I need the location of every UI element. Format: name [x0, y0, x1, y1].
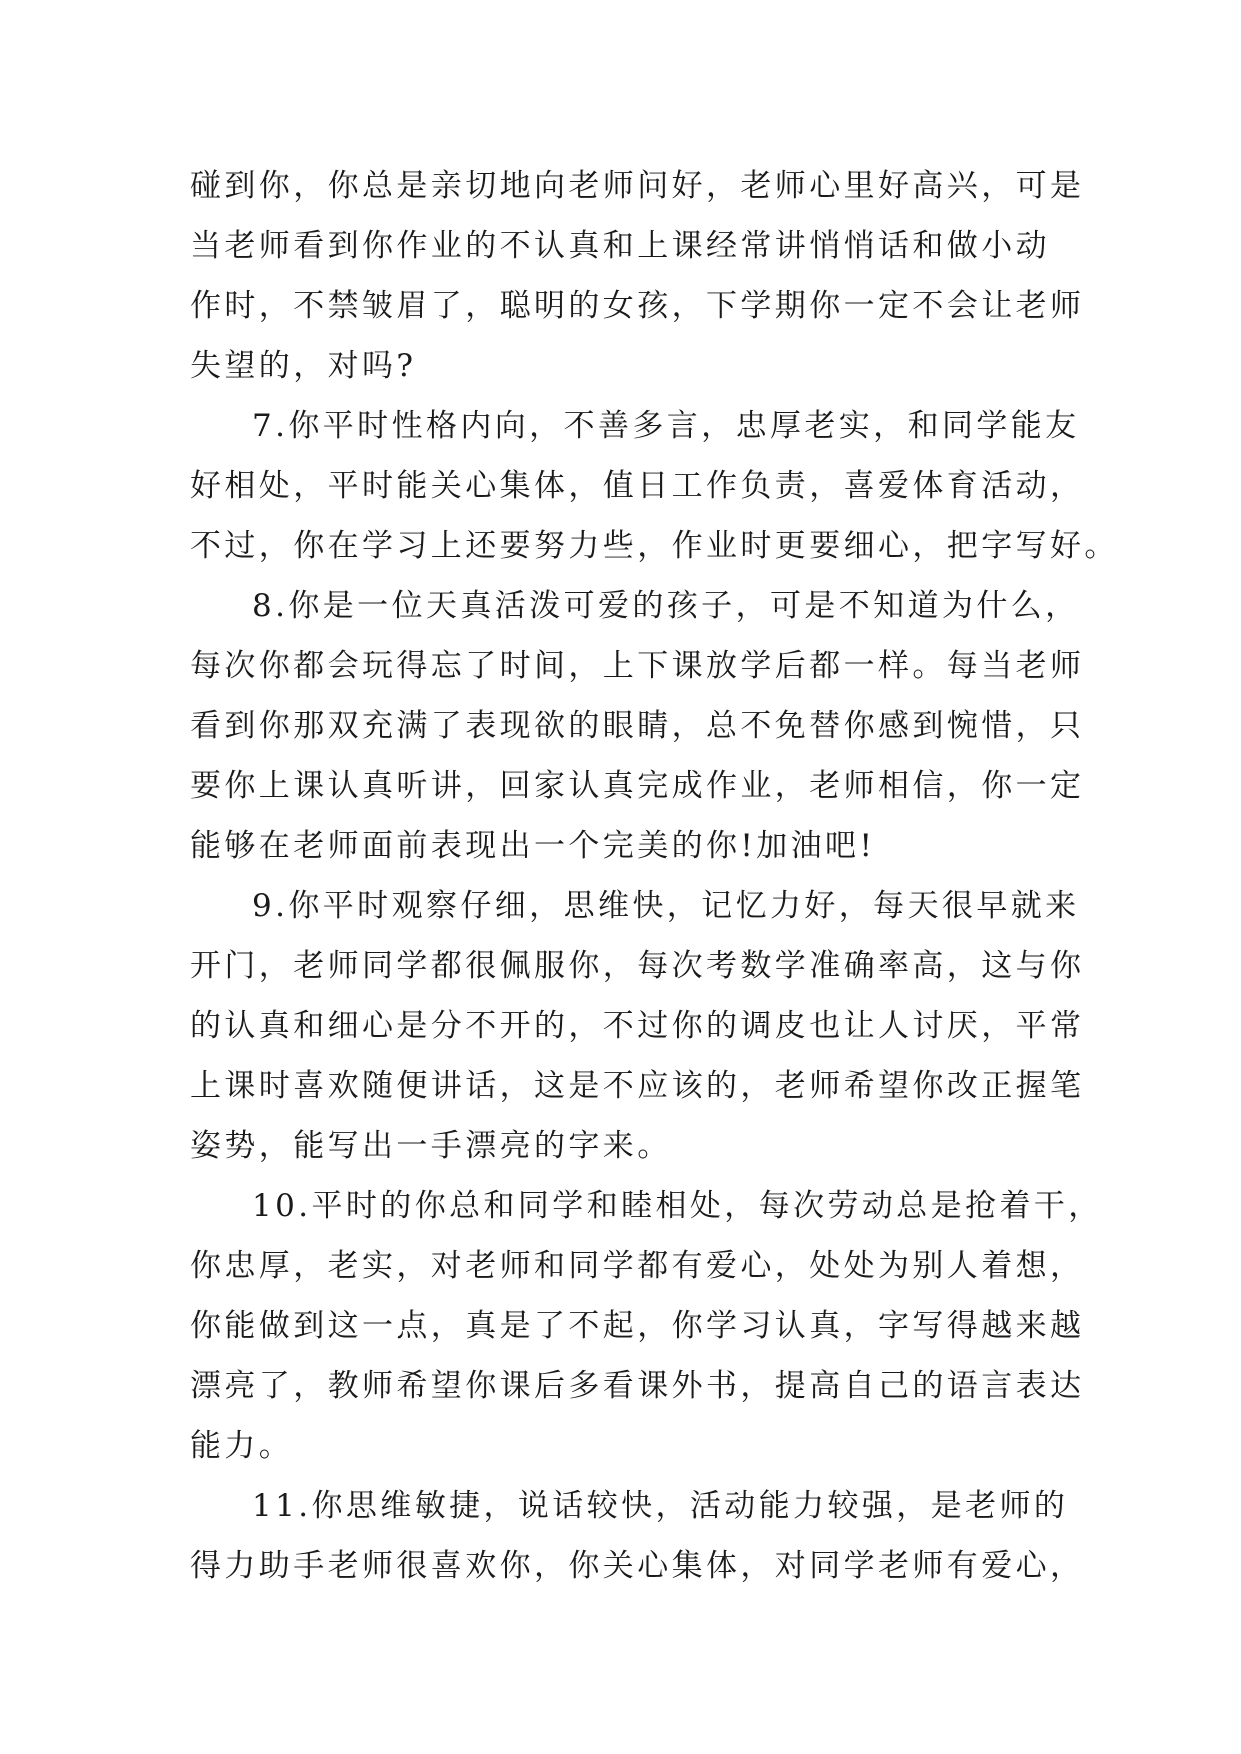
paragraph-7 — [190, 396, 1119, 576]
text-line: 上课时喜欢随便讲话，这是不应该的，老师希望你改正握笔 — [190, 1068, 1085, 1104]
paragraph-10 — [190, 1176, 1103, 1476]
text-line: 11.你思维敏捷，说话较快，活动能力较强，是老师的 — [252, 1488, 1069, 1524]
text-line: 漂亮了，教师希望你课后多看课外书，提高自己的语言表达 — [190, 1368, 1085, 1404]
paragraph-8 — [190, 576, 1085, 876]
paragraph-11 — [190, 1476, 1085, 1596]
text-line: 当老师看到你作业的不认真和上课经常讲悄悄话和做小动 — [190, 228, 1050, 264]
text-line: 8.你是一位天真活泼可爱的孩子，可是不知道为什么， — [252, 588, 1080, 624]
text-line: 能力。 — [190, 1428, 294, 1464]
text-line: 好相处，平时能关心集体，值日工作负责，喜爱体育活动， — [190, 468, 1085, 504]
text-line: 能够在老师面前表现出一个完美的你!加油吧! — [190, 828, 876, 864]
text-line: 看到你那双充满了表现欲的眼睛，总不免替你感到惋惜，只 — [190, 708, 1085, 744]
text-line: 每次你都会玩得忘了时间，上下课放学后都一样。每当老师 — [190, 648, 1085, 684]
text-line: 要你上课认真听讲，回家认真完成作业，老师相信，你一定 — [190, 768, 1085, 804]
text-line: 9.你平时观察仔细，思维快，记忆力好，每天很早就来 — [252, 888, 1080, 924]
text-line: 你能做到这一点，真是了不起，你学习认真，字写得越来越 — [190, 1308, 1085, 1344]
text-line: 不过，你在学习上还要努力些，作业时更要细心，把字写好。 — [190, 528, 1119, 564]
text-line: 姿势，能写出一手漂亮的字来。 — [190, 1128, 672, 1164]
text-line: 得力助手老师很喜欢你，你关心集体，对同学老师有爱心， — [190, 1548, 1085, 1584]
document-body — [190, 156, 1119, 1596]
paragraph-continued — [190, 156, 1085, 396]
text-line: 你忠厚，老实，对老师和同学都有爱心，处处为别人着想， — [190, 1248, 1085, 1284]
text-line: 7.你平时性格内向，不善多言，忠厚老实，和同学能友 — [252, 408, 1080, 444]
text-line: 的认真和细心是分不开的，不过你的调皮也让人讨厌，平常 — [190, 1008, 1085, 1044]
text-line: 碰到你，你总是亲切地向老师问好，老师心里好高兴，可是 — [190, 168, 1085, 204]
text-line: 作时，不禁皱眉了，聪明的女孩，下学期你一定不会让老师 — [190, 288, 1085, 324]
text-line: 10.平时的你总和同学和睦相处，每次劳动总是抢着干， — [252, 1188, 1103, 1224]
paragraph-9 — [190, 876, 1085, 1176]
text-line: 失望的，对吗? — [190, 348, 417, 384]
text-line: 开门，老师同学都很佩服你，每次考数学准确率高，这与你 — [190, 948, 1085, 984]
